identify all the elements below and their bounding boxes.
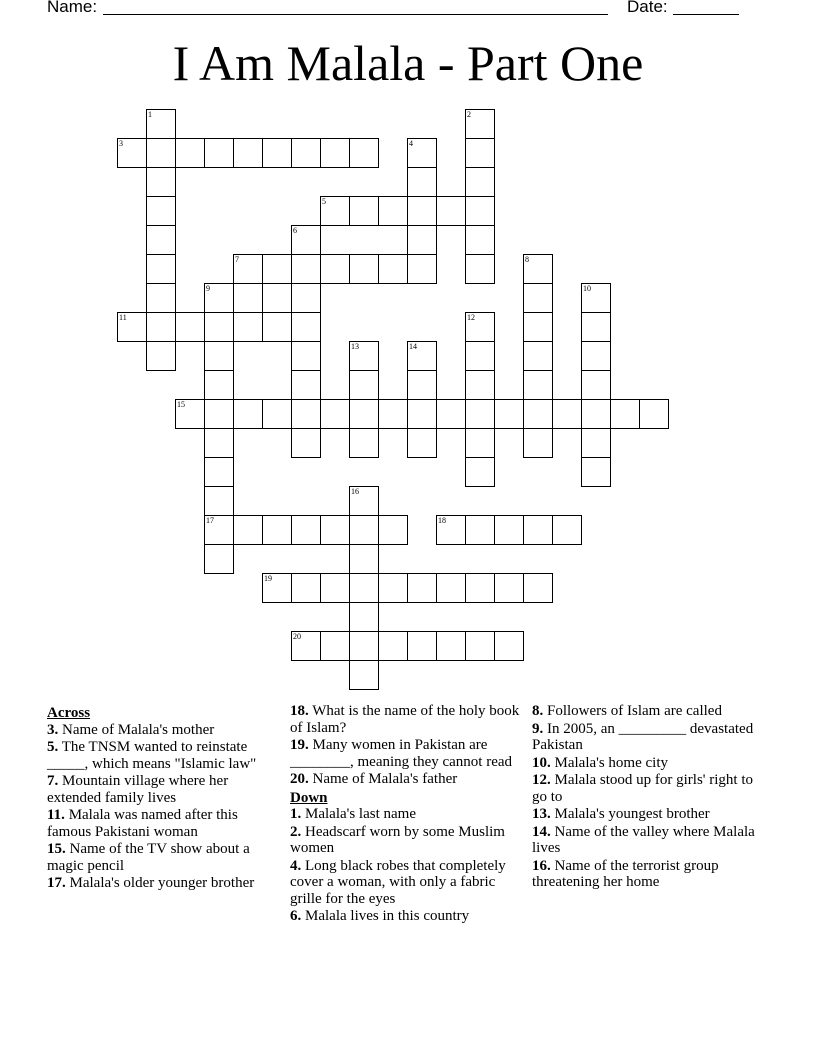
crossword-cell[interactable] xyxy=(146,254,176,284)
clue-item-text: In 2005, an _________ devastated Pakistan xyxy=(532,720,754,753)
clue-number: 6 xyxy=(293,226,297,235)
crossword-cell[interactable] xyxy=(320,196,350,226)
crossword-cell[interactable] xyxy=(146,196,176,226)
crossword-cell[interactable] xyxy=(320,573,350,603)
clue-item xyxy=(47,807,279,840)
crossword-cell[interactable] xyxy=(349,544,379,574)
clue-item-number: 4. xyxy=(290,857,302,874)
crossword-cell[interactable] xyxy=(494,515,524,545)
clue-item-text: Malala lives in this country xyxy=(301,908,470,924)
crossword-cell[interactable] xyxy=(465,515,495,545)
clue-column-1 xyxy=(47,703,279,893)
crossword-cell[interactable] xyxy=(552,515,582,545)
crossword-cell[interactable] xyxy=(523,341,553,371)
clue-item-text: Name of the valley where Malala lives xyxy=(532,823,755,856)
crossword-cell[interactable] xyxy=(146,341,176,371)
crossword-cell[interactable] xyxy=(523,312,553,342)
crossword-cell[interactable] xyxy=(204,457,234,487)
crossword-cell[interactable] xyxy=(378,196,408,226)
crossword-cell[interactable] xyxy=(204,544,234,574)
clue-item-text: Malala stood up for girls' right to go to xyxy=(532,772,754,805)
crossword-cell[interactable] xyxy=(146,109,176,139)
clue-item xyxy=(47,875,279,892)
crossword-cell[interactable] xyxy=(407,138,437,168)
crossword-cell[interactable] xyxy=(523,254,553,284)
crossword-cell[interactable] xyxy=(204,515,234,545)
crossword-cell[interactable] xyxy=(262,399,292,429)
crossword-cell[interactable] xyxy=(581,341,611,371)
clue-item xyxy=(290,908,522,925)
page-title: I Am Malala - Part One xyxy=(172,35,644,91)
clue-item xyxy=(47,841,279,874)
crossword-cell[interactable] xyxy=(378,515,408,545)
clue-item-text: Name of the terrorist group threatening her home xyxy=(532,857,719,890)
crossword-cell[interactable] xyxy=(146,225,176,255)
crossword-cell[interactable] xyxy=(465,370,495,400)
crossword-cell[interactable] xyxy=(262,515,292,545)
clue-number: 2 xyxy=(467,110,471,119)
crossword-cell[interactable] xyxy=(349,196,379,226)
clue-item xyxy=(290,858,522,908)
crossword-cell[interactable] xyxy=(291,138,321,168)
clue-item-number: 3. xyxy=(47,721,59,738)
crossword-cell[interactable] xyxy=(465,428,495,458)
clue-number: 20 xyxy=(293,632,301,641)
crossword-cell[interactable] xyxy=(175,399,205,429)
crossword-cell[interactable] xyxy=(204,341,234,371)
crossword-cell[interactable] xyxy=(320,138,350,168)
crossword-cell[interactable] xyxy=(407,254,437,284)
clue-item xyxy=(47,722,279,739)
clue-item xyxy=(290,771,522,788)
crossword-cell[interactable] xyxy=(349,515,379,545)
crossword-cell[interactable] xyxy=(233,254,263,284)
crossword-cell[interactable] xyxy=(581,428,611,458)
clue-item xyxy=(532,772,764,805)
crossword-cell[interactable] xyxy=(407,167,437,197)
clue-item-number: 14. xyxy=(532,823,551,840)
crossword-cell[interactable] xyxy=(349,370,379,400)
clue-number: 5 xyxy=(322,197,326,206)
clue-item-text: Long black robes that completely cover a woman, with only a fabric grille for the eyes xyxy=(290,857,506,907)
crossword-cell[interactable] xyxy=(146,138,176,168)
crossword-cell[interactable] xyxy=(378,573,408,603)
crossword-cell[interactable] xyxy=(465,254,495,284)
crossword-cell[interactable] xyxy=(523,515,553,545)
clue-item-number: 9. xyxy=(532,720,544,737)
crossword-cell[interactable] xyxy=(291,341,321,371)
clue-number: 9 xyxy=(206,284,210,293)
crossword-cell[interactable] xyxy=(465,196,495,226)
clue-item xyxy=(47,739,279,772)
clue-number: 14 xyxy=(409,342,417,351)
crossword-cell[interactable] xyxy=(320,399,350,429)
clue-item xyxy=(532,721,764,754)
crossword-cell[interactable] xyxy=(465,573,495,603)
clue-item-text: What is the name of the holy book of Islam? xyxy=(290,703,520,736)
crossword-cell[interactable] xyxy=(581,312,611,342)
crossword-cell[interactable] xyxy=(349,573,379,603)
crossword-cell[interactable] xyxy=(436,196,466,226)
crossword-cell[interactable] xyxy=(407,399,437,429)
crossword-cell[interactable] xyxy=(494,573,524,603)
clue-number: 13 xyxy=(351,342,359,351)
clue-item-number: 1. xyxy=(290,806,302,822)
crossword-cell[interactable] xyxy=(581,399,611,429)
clue-item xyxy=(532,806,764,823)
clue-item xyxy=(290,806,522,823)
clue-item xyxy=(532,703,764,720)
crossword-cell[interactable] xyxy=(320,515,350,545)
crossword-cell[interactable] xyxy=(204,370,234,400)
crossword-cell[interactable] xyxy=(523,370,553,400)
clue-item-number: 12. xyxy=(532,772,551,788)
clue-number: 10 xyxy=(583,284,591,293)
crossword-cell[interactable] xyxy=(407,225,437,255)
crossword-cell[interactable] xyxy=(175,138,205,168)
clue-number: 7 xyxy=(235,255,239,264)
clue-number: 18 xyxy=(438,516,446,525)
clue-number: 1 xyxy=(148,110,152,119)
crossword-cell[interactable] xyxy=(291,573,321,603)
crossword-cell[interactable] xyxy=(233,138,263,168)
crossword-cell[interactable] xyxy=(262,573,292,603)
crossword-cell[interactable] xyxy=(204,399,234,429)
crossword-cell[interactable] xyxy=(349,660,379,690)
crossword-cell[interactable] xyxy=(233,283,263,313)
clue-item-number: 17. xyxy=(47,875,66,891)
clue-item-number: 13. xyxy=(532,806,551,822)
clue-item-text: Name of Malala's mother xyxy=(58,721,215,738)
clue-item xyxy=(532,858,764,891)
clue-item-text: Headscarf worn by some Muslim women xyxy=(290,823,505,856)
crossword-cell[interactable] xyxy=(349,602,379,632)
crossword-cell[interactable] xyxy=(436,573,466,603)
crossword-cell[interactable] xyxy=(407,341,437,371)
clue-item-text: The TNSM wanted to reinstate _____, which means "Islamic law" xyxy=(47,739,257,772)
crossword-cell[interactable] xyxy=(407,370,437,400)
crossword-cell[interactable] xyxy=(639,399,669,429)
crossword-cell[interactable] xyxy=(465,631,495,661)
crossword-cell[interactable] xyxy=(523,283,553,313)
clue-item-number: 16. xyxy=(532,857,551,874)
crossword-cell[interactable] xyxy=(291,515,321,545)
crossword-cell[interactable] xyxy=(146,283,176,313)
clue-number: 19 xyxy=(264,574,272,583)
clue-item-text: Mountain village where her extended family lives xyxy=(47,773,229,806)
crossword-cell[interactable] xyxy=(204,138,234,168)
clue-number: 17 xyxy=(206,516,214,525)
crossword-cell[interactable] xyxy=(175,312,205,342)
crossword-cell[interactable] xyxy=(610,399,640,429)
clue-item-text: Malala's youngest brother xyxy=(550,806,710,822)
crossword-cell[interactable] xyxy=(262,312,292,342)
crossword-cell[interactable] xyxy=(291,283,321,313)
crossword-cell[interactable] xyxy=(494,631,524,661)
crossword-cell[interactable] xyxy=(291,225,321,255)
crossword-cell[interactable] xyxy=(465,109,495,139)
crossword-cell[interactable] xyxy=(407,573,437,603)
clue-item xyxy=(532,824,764,857)
clue-item-text: Many women in Pakistan are ________, meaning they cannot read xyxy=(290,737,513,770)
crossword-cell[interactable] xyxy=(291,312,321,342)
crossword-cell[interactable] xyxy=(233,399,263,429)
crossword-cell[interactable] xyxy=(262,254,292,284)
crossword-cell[interactable] xyxy=(349,341,379,371)
crossword-cell[interactable] xyxy=(204,312,234,342)
crossword-cell[interactable] xyxy=(320,631,350,661)
crossword-cell[interactable] xyxy=(291,254,321,284)
crossword-cell[interactable] xyxy=(523,399,553,429)
clue-item-number: 18. xyxy=(290,703,309,719)
clue-item xyxy=(532,755,764,772)
crossword-cell[interactable] xyxy=(581,370,611,400)
crossword-cell[interactable] xyxy=(291,370,321,400)
clue-item-text: Malala's older younger brother xyxy=(65,875,255,891)
clue-item-number: 20. xyxy=(290,771,309,787)
clue-column-3 xyxy=(532,703,764,892)
clue-number: 12 xyxy=(467,313,475,322)
clue-number: 8 xyxy=(525,255,529,264)
crossword-cell[interactable] xyxy=(349,631,379,661)
clue-item-number: 15. xyxy=(47,841,66,857)
crossword-cell[interactable] xyxy=(320,254,350,284)
clue-item-number: 2. xyxy=(290,823,302,840)
crossword-cell[interactable] xyxy=(465,341,495,371)
name-label: Name: xyxy=(47,0,98,16)
crossword-cell[interactable] xyxy=(117,312,147,342)
crossword-cell[interactable] xyxy=(494,399,524,429)
crossword-cell[interactable] xyxy=(204,486,234,516)
crossword-cell[interactable] xyxy=(407,631,437,661)
crossword-cell[interactable] xyxy=(204,428,234,458)
crossword-cell[interactable] xyxy=(349,486,379,516)
crossword-cell[interactable] xyxy=(349,428,379,458)
crossword-cell[interactable] xyxy=(233,515,263,545)
clue-item-number: 11. xyxy=(47,807,65,823)
crossword-cell[interactable] xyxy=(378,399,408,429)
crossword-cell[interactable] xyxy=(465,225,495,255)
crossword-cell[interactable] xyxy=(407,196,437,226)
crossword-cell[interactable] xyxy=(349,399,379,429)
crossword-cell[interactable] xyxy=(378,631,408,661)
crossword-cell[interactable] xyxy=(407,428,437,458)
clue-item xyxy=(290,824,522,857)
crossword-cell[interactable] xyxy=(204,283,234,313)
crossword-cell[interactable] xyxy=(146,312,176,342)
crossword-cell[interactable] xyxy=(465,138,495,168)
crossword-cell[interactable] xyxy=(581,283,611,313)
clue-item-number: 19. xyxy=(290,737,309,753)
clue-column-2 xyxy=(290,703,522,926)
clue-item xyxy=(47,773,279,806)
crossword-cell[interactable] xyxy=(117,138,147,168)
clue-number: 15 xyxy=(177,400,185,409)
crossword-cell[interactable] xyxy=(436,631,466,661)
crossword-cell[interactable] xyxy=(465,399,495,429)
clue-item-text: Malala's last name xyxy=(301,806,416,822)
crossword-cell[interactable] xyxy=(465,167,495,197)
crossword-cell[interactable] xyxy=(436,399,466,429)
crossword-cell[interactable] xyxy=(581,457,611,487)
clue-item-text: Malala's home city xyxy=(550,754,669,771)
crossword-cell[interactable] xyxy=(291,428,321,458)
crossword-cell[interactable] xyxy=(523,573,553,603)
clue-item-number: 5. xyxy=(47,739,59,755)
crossword-cell[interactable] xyxy=(378,254,408,284)
crossword-cell[interactable] xyxy=(465,312,495,342)
date-label: Date: xyxy=(627,0,668,16)
crossword-cell[interactable] xyxy=(349,254,379,284)
crossword-cell[interactable] xyxy=(465,457,495,487)
clue-item xyxy=(290,737,522,770)
clue-item xyxy=(290,703,522,736)
clue-heading: Across xyxy=(47,705,91,721)
crossword-cell[interactable] xyxy=(233,312,263,342)
clue-number: 16 xyxy=(351,487,359,496)
clue-number: 11 xyxy=(119,313,127,322)
crossword-cell[interactable] xyxy=(552,399,582,429)
crossword-cell[interactable] xyxy=(523,428,553,458)
clue-number: 4 xyxy=(409,139,413,148)
crossword-cell[interactable] xyxy=(349,138,379,168)
crossword-cell[interactable] xyxy=(262,283,292,313)
clue-heading: Down xyxy=(290,789,328,806)
crossword-cell[interactable] xyxy=(291,631,321,661)
clue-item-number: 8. xyxy=(532,703,544,719)
crossword-cell[interactable] xyxy=(436,515,466,545)
clue-item-number: 7. xyxy=(47,773,59,789)
clue-item-text: Malala was named after this famous Pakistani woman xyxy=(47,807,238,840)
crossword-cell[interactable] xyxy=(291,399,321,429)
crossword-cell[interactable] xyxy=(262,138,292,168)
clue-number: 3 xyxy=(119,139,123,148)
clue-item-number: 6. xyxy=(290,908,302,924)
clue-item-text: Name of the TV show about a magic pencil xyxy=(47,841,250,874)
clue-item-text: Followers of Islam are called xyxy=(543,703,722,719)
crossword-cell[interactable] xyxy=(146,167,176,197)
clue-item-number: 10. xyxy=(532,754,551,771)
clue-item-text: Name of Malala's father xyxy=(308,771,458,787)
